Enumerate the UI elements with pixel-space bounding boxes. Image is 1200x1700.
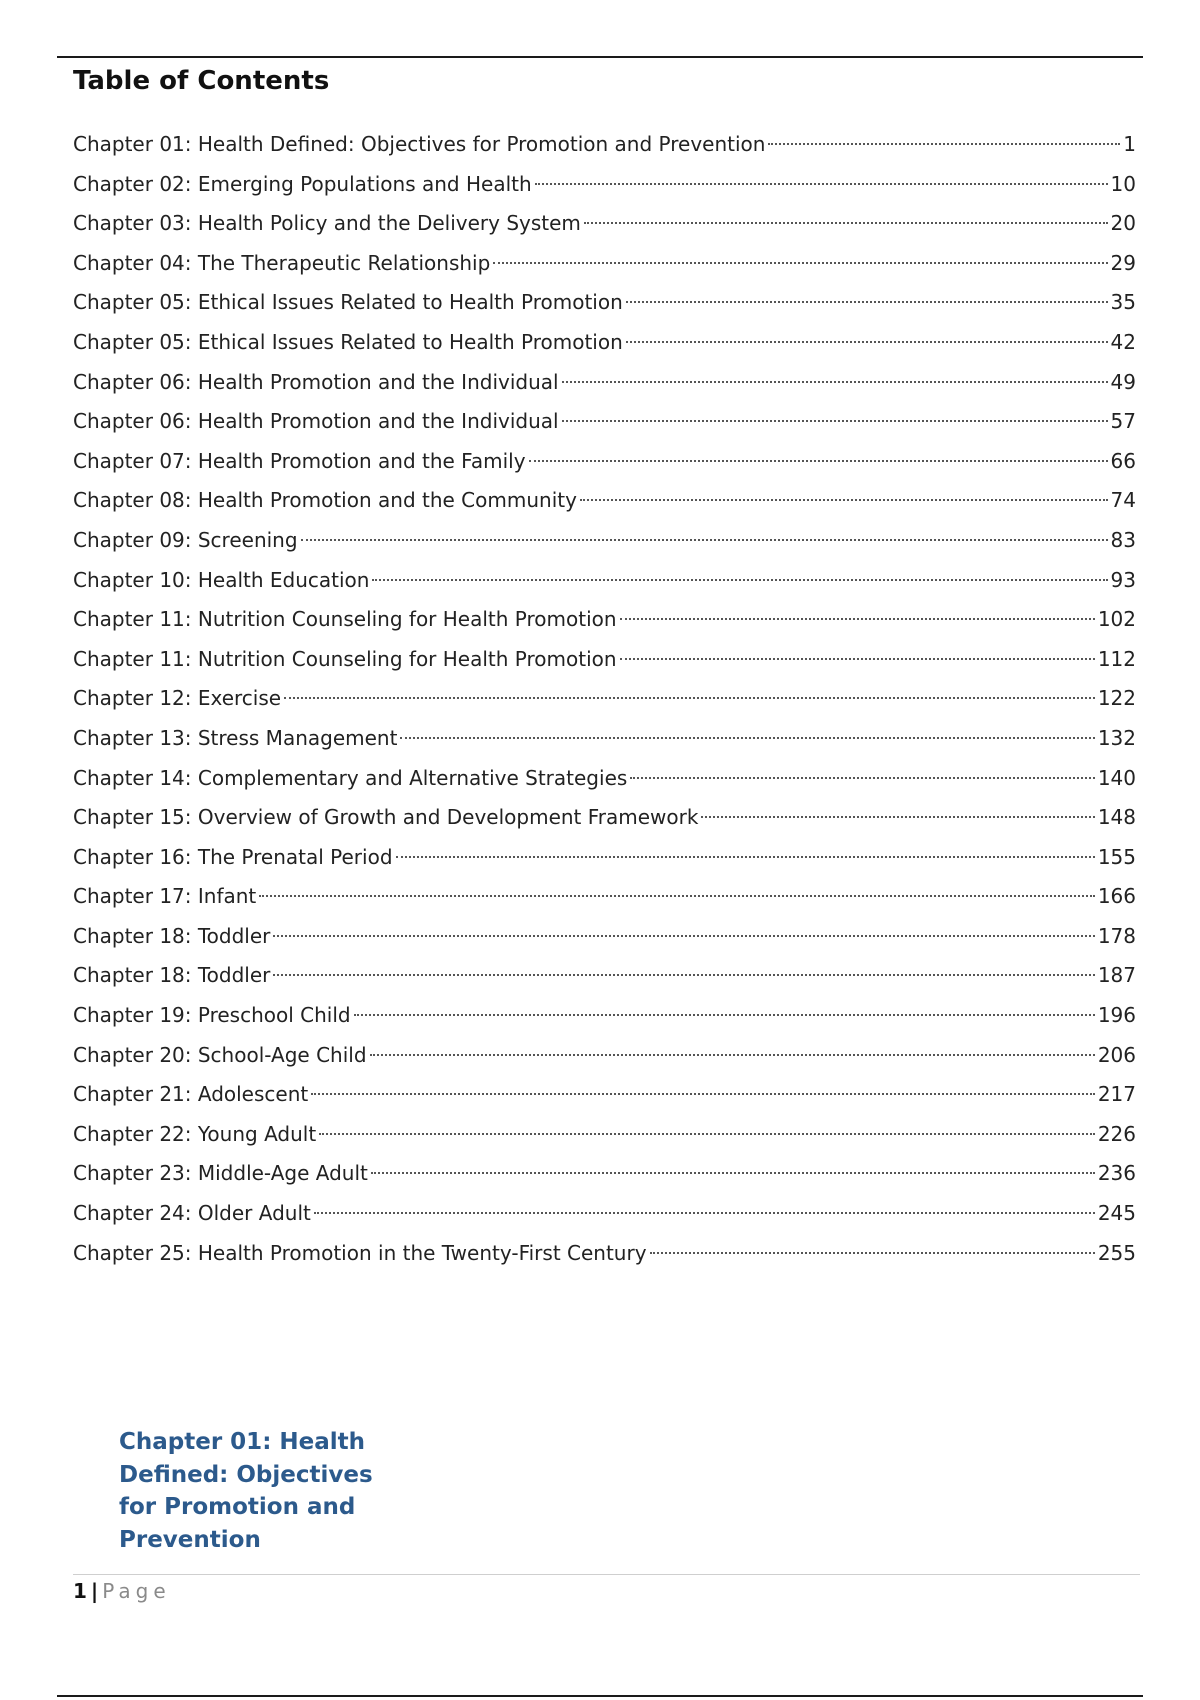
toc-entry[interactable] — [73, 402, 1136, 442]
toc-dot-leader — [584, 222, 1108, 224]
toc-entry-label: Chapter 10: Health Education — [73, 567, 370, 592]
toc-entry-label: Chapter 17: Infant — [73, 884, 257, 909]
toc-entry[interactable] — [73, 481, 1136, 521]
toc-dot-leader — [630, 777, 1095, 779]
toc-dot-leader — [529, 460, 1108, 462]
toc-dot-leader — [311, 1093, 1095, 1095]
toc-entry-page-number: 187 — [1097, 963, 1136, 988]
toc-title: Table of Contents — [73, 66, 330, 96]
toc-entry-page-number: 226 — [1097, 1121, 1136, 1146]
toc-entry-label: Chapter 12: Exercise — [73, 686, 282, 711]
toc-entry-page-number: 29 — [1110, 250, 1136, 275]
toc-entry-page-number: 35 — [1110, 290, 1136, 315]
toc-dot-leader — [319, 1133, 1095, 1135]
toc-entry[interactable] — [73, 838, 1136, 878]
chapter-heading: Chapter 01: Health Defined: Objectives for Promotion and Prevention — [119, 1429, 373, 1553]
toc-entry-page-number: 112 — [1097, 646, 1136, 671]
toc-entry-page-number: 1 — [1123, 132, 1136, 156]
toc-entry[interactable] — [73, 600, 1136, 640]
toc-entry-label: Chapter 24: Older Adult — [73, 1201, 311, 1226]
toc-entry-label: Chapter 14: Complementary and Alternative Strategies — [73, 765, 628, 790]
toc-entry-label: Chapter 11: Nutrition Counseling for Health Promotion — [73, 607, 617, 632]
toc-entry-page-number: 102 — [1097, 607, 1136, 632]
toc-entry-label: Chapter 01: Health Defined: Objectives for Promotion and Prevention — [73, 132, 766, 156]
toc-entry-label: Chapter 23: Middle-Age Adult — [73, 1161, 368, 1186]
toc-entry[interactable] — [73, 798, 1136, 838]
toc-entry[interactable] — [73, 1194, 1136, 1234]
toc-entry[interactable] — [73, 323, 1136, 363]
toc-entry[interactable] — [73, 1115, 1136, 1155]
toc-entry-page-number: 132 — [1097, 725, 1136, 750]
footer-page-label: Page — [102, 1579, 171, 1603]
toc-dot-leader — [370, 1054, 1095, 1056]
toc-entry-label: Chapter 09: Screening — [73, 527, 298, 552]
toc-entry-label: Chapter 02: Emerging Populations and Health — [73, 171, 532, 196]
toc-list — [73, 125, 1136, 1273]
page-footer — [73, 1578, 171, 1604]
toc-entry-page-number: 49 — [1110, 369, 1136, 394]
toc-entry-label: Chapter 25: Health Promotion in the Twenty-First Century — [73, 1240, 647, 1265]
toc-entry-label: Chapter 04: The Therapeutic Relationship — [73, 250, 491, 275]
toc-dot-leader — [493, 262, 1107, 264]
toc-entry[interactable] — [73, 244, 1136, 284]
toc-entry-label: Chapter 18: Toddler — [73, 923, 271, 948]
toc-entry-label: Chapter 11: Nutrition Counseling for Health Promotion — [73, 646, 617, 671]
toc-entry-page-number: 217 — [1097, 1082, 1136, 1107]
footer-page-number: 1 — [73, 1579, 87, 1603]
toc-entry[interactable] — [73, 283, 1136, 323]
toc-dot-leader — [626, 341, 1108, 343]
toc-entry-page-number: 148 — [1097, 805, 1136, 830]
toc-entry-label: Chapter 15: Overview of Growth and Development Framework — [73, 805, 699, 830]
toc-entry[interactable] — [73, 877, 1136, 917]
toc-dot-leader — [259, 895, 1095, 897]
toc-entry-label: Chapter 13: Stress Management — [73, 725, 398, 750]
toc-entry-label: Chapter 22: Young Adult — [73, 1121, 317, 1146]
toc-entry[interactable] — [73, 1075, 1136, 1115]
toc-entry-page-number: 236 — [1097, 1161, 1136, 1186]
toc-entry-label: Chapter 08: Health Promotion and the Community — [73, 488, 577, 513]
toc-entry-page-number: 255 — [1097, 1240, 1136, 1265]
toc-dot-leader — [535, 183, 1108, 185]
toc-dot-leader — [768, 143, 1120, 145]
toc-entry[interactable] — [73, 1154, 1136, 1194]
toc-entry-page-number: 74 — [1110, 488, 1136, 513]
toc-entry[interactable] — [73, 996, 1136, 1036]
toc-entry[interactable] — [73, 759, 1136, 799]
toc-entry[interactable] — [73, 719, 1136, 759]
toc-entry-page-number: 178 — [1097, 923, 1136, 948]
toc-entry-page-number: 20 — [1110, 211, 1136, 236]
toc-entry-label: Chapter 07: Health Promotion and the Family — [73, 448, 526, 473]
toc-dot-leader — [301, 539, 1108, 541]
footer-separator: | — [90, 1579, 99, 1603]
toc-entry-page-number: 122 — [1097, 686, 1136, 711]
toc-dot-leader — [562, 420, 1108, 422]
toc-entry[interactable] — [73, 521, 1136, 561]
toc-dot-leader — [626, 301, 1108, 303]
toc-entry-label: Chapter 21: Adolescent — [73, 1082, 309, 1107]
toc-entry-page-number: 245 — [1097, 1201, 1136, 1226]
toc-entry-page-number: 83 — [1110, 527, 1136, 552]
toc-entry[interactable] — [73, 125, 1136, 165]
toc-dot-leader — [314, 1212, 1095, 1214]
toc-dot-leader — [620, 618, 1095, 620]
toc-entry-page-number: 155 — [1097, 844, 1136, 869]
toc-entry[interactable] — [73, 917, 1136, 957]
toc-entry-label: Chapter 19: Preschool Child — [73, 1003, 351, 1028]
toc-entry[interactable] — [73, 442, 1136, 482]
toc-entry-label: Chapter 06: Health Promotion and the Individual — [73, 369, 559, 394]
footer-rule — [73, 1574, 1140, 1575]
toc-entry-label: Chapter 05: Ethical Issues Related to Health Promotion — [73, 329, 623, 354]
toc-entry[interactable] — [73, 679, 1136, 719]
toc-entry-page-number: 140 — [1097, 765, 1136, 790]
toc-entry-page-number: 206 — [1097, 1042, 1136, 1067]
toc-dot-leader — [580, 499, 1108, 501]
toc-dot-leader — [396, 856, 1095, 858]
toc-entry[interactable] — [73, 1036, 1136, 1076]
toc-entry-label: Chapter 20: School-Age Child — [73, 1042, 367, 1067]
toc-dot-leader — [284, 697, 1095, 699]
toc-entry-page-number: 196 — [1097, 1003, 1136, 1028]
toc-dot-leader — [562, 381, 1108, 383]
toc-entry[interactable] — [73, 363, 1136, 403]
toc-entry[interactable] — [73, 1234, 1136, 1274]
toc-entry[interactable] — [73, 204, 1136, 244]
toc-entry-page-number: 10 — [1110, 171, 1136, 196]
toc-dot-leader — [650, 1252, 1095, 1254]
toc-entry-label: Chapter 03: Health Policy and the Delivery System — [73, 211, 581, 236]
toc-entry-page-number: 57 — [1110, 409, 1136, 434]
toc-dot-leader — [400, 737, 1094, 739]
bottom-rule — [57, 1695, 1143, 1697]
toc-entry-label: Chapter 05: Ethical Issues Related to Health Promotion — [73, 290, 623, 315]
toc-dot-leader — [701, 816, 1094, 818]
toc-dot-leader — [620, 658, 1095, 660]
toc-dot-leader — [372, 579, 1107, 581]
toc-entry-page-number: 66 — [1110, 448, 1136, 473]
toc-entry[interactable] — [73, 640, 1136, 680]
toc-entry-page-number: 42 — [1110, 329, 1136, 354]
toc-dot-leader — [273, 974, 1094, 976]
toc-entry[interactable] — [73, 561, 1136, 601]
toc-entry[interactable] — [73, 165, 1136, 205]
top-rule — [57, 56, 1143, 58]
toc-entry-label: Chapter 18: Toddler — [73, 963, 271, 988]
toc-dot-leader — [371, 1172, 1095, 1174]
toc-entry-page-number: 93 — [1110, 567, 1136, 592]
toc-entry-label: Chapter 16: The Prenatal Period — [73, 844, 393, 869]
toc-entry-label: Chapter 06: Health Promotion and the Individual — [73, 409, 559, 434]
toc-entry-page-number: 166 — [1097, 884, 1136, 909]
toc-dot-leader — [273, 935, 1094, 937]
toc-dot-leader — [354, 1014, 1095, 1016]
toc-entry[interactable] — [73, 956, 1136, 996]
